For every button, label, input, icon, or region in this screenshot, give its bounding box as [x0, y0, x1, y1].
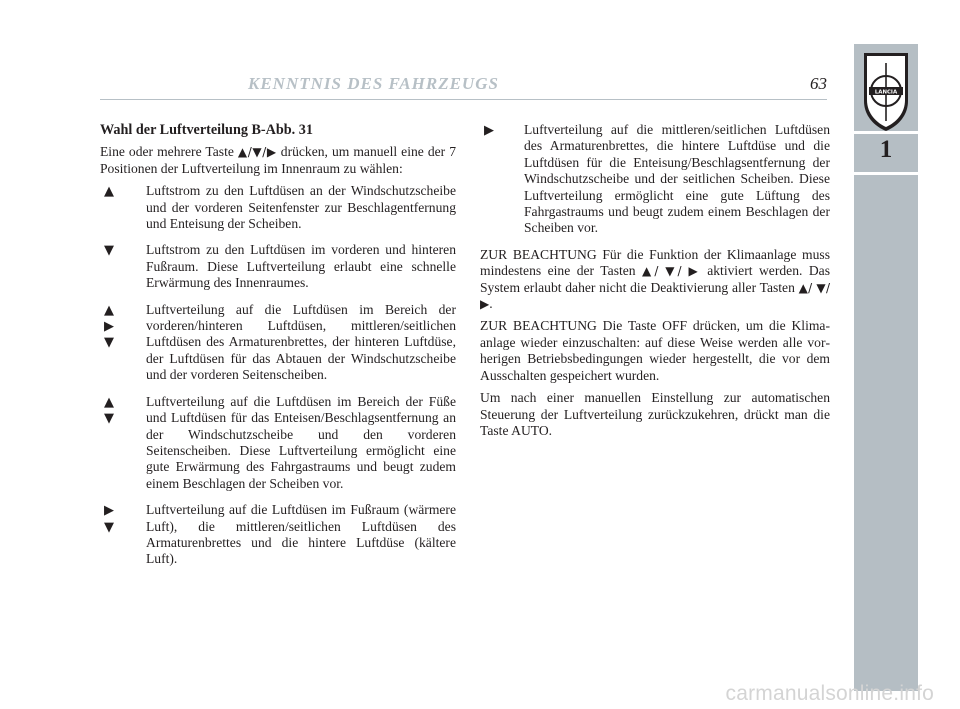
header-rule [100, 99, 827, 100]
note-climate-buttons [480, 247, 830, 313]
distribution-item-6 [480, 122, 830, 237]
left-column [100, 122, 456, 578]
arrow-right-icon: ▶ [104, 319, 114, 335]
tab-divider-top [854, 131, 918, 134]
button-symbols-icon: ▲/ ▼/ ▶ [480, 280, 830, 312]
button-symbols-icon: ▲/ ▼/ ▶ [642, 264, 701, 279]
intro-paragraph [100, 144, 456, 177]
watermark: carmanualsonline.info [725, 682, 934, 705]
item-symbols [100, 395, 118, 428]
item-text: Luftverteilung auf die Luftdüsen im Fußraum (wärmere Luft), die mittleren/seitlichen Luftdüsen des Armaturenbrettes und die hintere Luftdüse (kältere Luft). [146, 502, 456, 567]
arrow-down-icon: ▼ [104, 243, 114, 259]
arrow-down-icon: ▼ [104, 519, 114, 535]
note1-text-start: ZUR BEACHTUNG Für die Funktion der Klimaanlage muss mindestens eine der Tasten [480, 246, 830, 279]
distribution-item-3 [100, 302, 456, 384]
distribution-item-1 [100, 183, 456, 232]
logo-text: LANCIA [874, 89, 898, 96]
item-text: Luftverteilung auf die Luftdüsen im Bereich der Füße und Luftdüsen für das Enteisen/Beschlagsentfernung an der Windschutzscheibe und den vorderen Seitenscheiben. Diese Luftverteilung ermöglicht eine gute Erwärmung des Fahrgastraums und beugt zudem einem Beschlagen der Scheiben vor. [146, 393, 456, 491]
item-symbols [100, 243, 118, 259]
intro-text-start: Eine oder mehrere Taste [100, 144, 238, 160]
note-off-button: ZUR BEACHTUNG Die Taste OFF drücken, um die Klimaanlage wieder einzuschalten: auf diese Weise werden alle vorherigen Betriebsbedingungen wieder hergestellt, die vor dem Ausschalten gespeichert wurden. [480, 318, 830, 383]
chapter-sidebar [854, 44, 918, 691]
arrow-down-icon: ▼ [104, 335, 114, 351]
lancia-logo-icon [860, 49, 912, 133]
note-auto-button: Um nach einer manuellen Einstellung zur automatischen Steuerung der Luftverteilung zurückzukehren, drückt man die Taste AUTO. [480, 390, 830, 438]
arrow-up-icon: ▲ [104, 302, 114, 318]
chapter-number: 1 [879, 136, 893, 163]
distribution-item-2 [100, 242, 456, 291]
header-title: KENNTNIS DES FAHRZEUGS [248, 74, 499, 93]
item-symbols [100, 303, 118, 352]
arrow-down-icon: ▼ [104, 411, 114, 427]
button-symbols-icon: ▲/▼/▶ [237, 145, 277, 160]
item-symbols [100, 503, 118, 536]
item-text: Luftverteilung auf die Luftdüsen im Bereich der vorderen/hinteren Luftdüsen, mittleren/seitlichen Luftdüsen des Armaturenbrettes, der hinteren Luftdüse, der Luftdüsen für das Abtauen der Windschutzscheibe und der vorderen Seitenscheiben. [146, 301, 456, 383]
distribution-item-5 [100, 502, 456, 568]
item-text: Luftverteilung auf die mittleren/seitlichen Luftdüsen des Armaturenbrettes, die hintere Luftdüse und die Luftdüsen für die Enteisung/Beschlagsentfernung der Windschutzscheibe und der seitlichen Scheiben. Diese Luftverteilung ermöglicht eine gute Lüftung des Fahrgastraums und beugt zudem einem Beschlagen der Scheiben vor. [524, 122, 830, 236]
item-text: Luftstrom zu den Luftdüsen im vorderen und hinteren Fußraum. Diese Luftverteilung erlaubt eine schnelle Erwärmung des Innenraumes. [146, 242, 456, 291]
section-heading: Wahl der Luftverteilung B-Abb. 31 [100, 122, 313, 138]
page-number: 63 [810, 74, 827, 93]
item-text: Luftstrom zu den Luftdüsen an der Windschutzscheibe und der vorderen Seitenfenster zur Beschlagentfernung und Enteisung der Scheiben. [146, 183, 456, 232]
arrow-up-icon: ▲ [104, 184, 114, 200]
distribution-item-4 [100, 394, 456, 492]
item-symbols [480, 123, 498, 139]
page-header [100, 66, 827, 96]
arrow-right-icon: ▶ [104, 503, 114, 519]
intro-text-end: drücken, um manuell eine der 7 Positionen der Luftverteilung im Innenraum zu wählen: [100, 144, 456, 176]
arrow-up-icon: ▲ [104, 394, 114, 410]
note1-text-middle: aktiviert werden. Das System erlaubt daher nicht die Deaktivierung aller Tasten [480, 263, 830, 295]
tab-divider-bottom [854, 172, 918, 175]
right-column [480, 122, 830, 445]
item-symbols [100, 184, 118, 200]
arrow-right-icon: ▶ [484, 123, 494, 138]
note1-text-end: . [489, 296, 493, 312]
